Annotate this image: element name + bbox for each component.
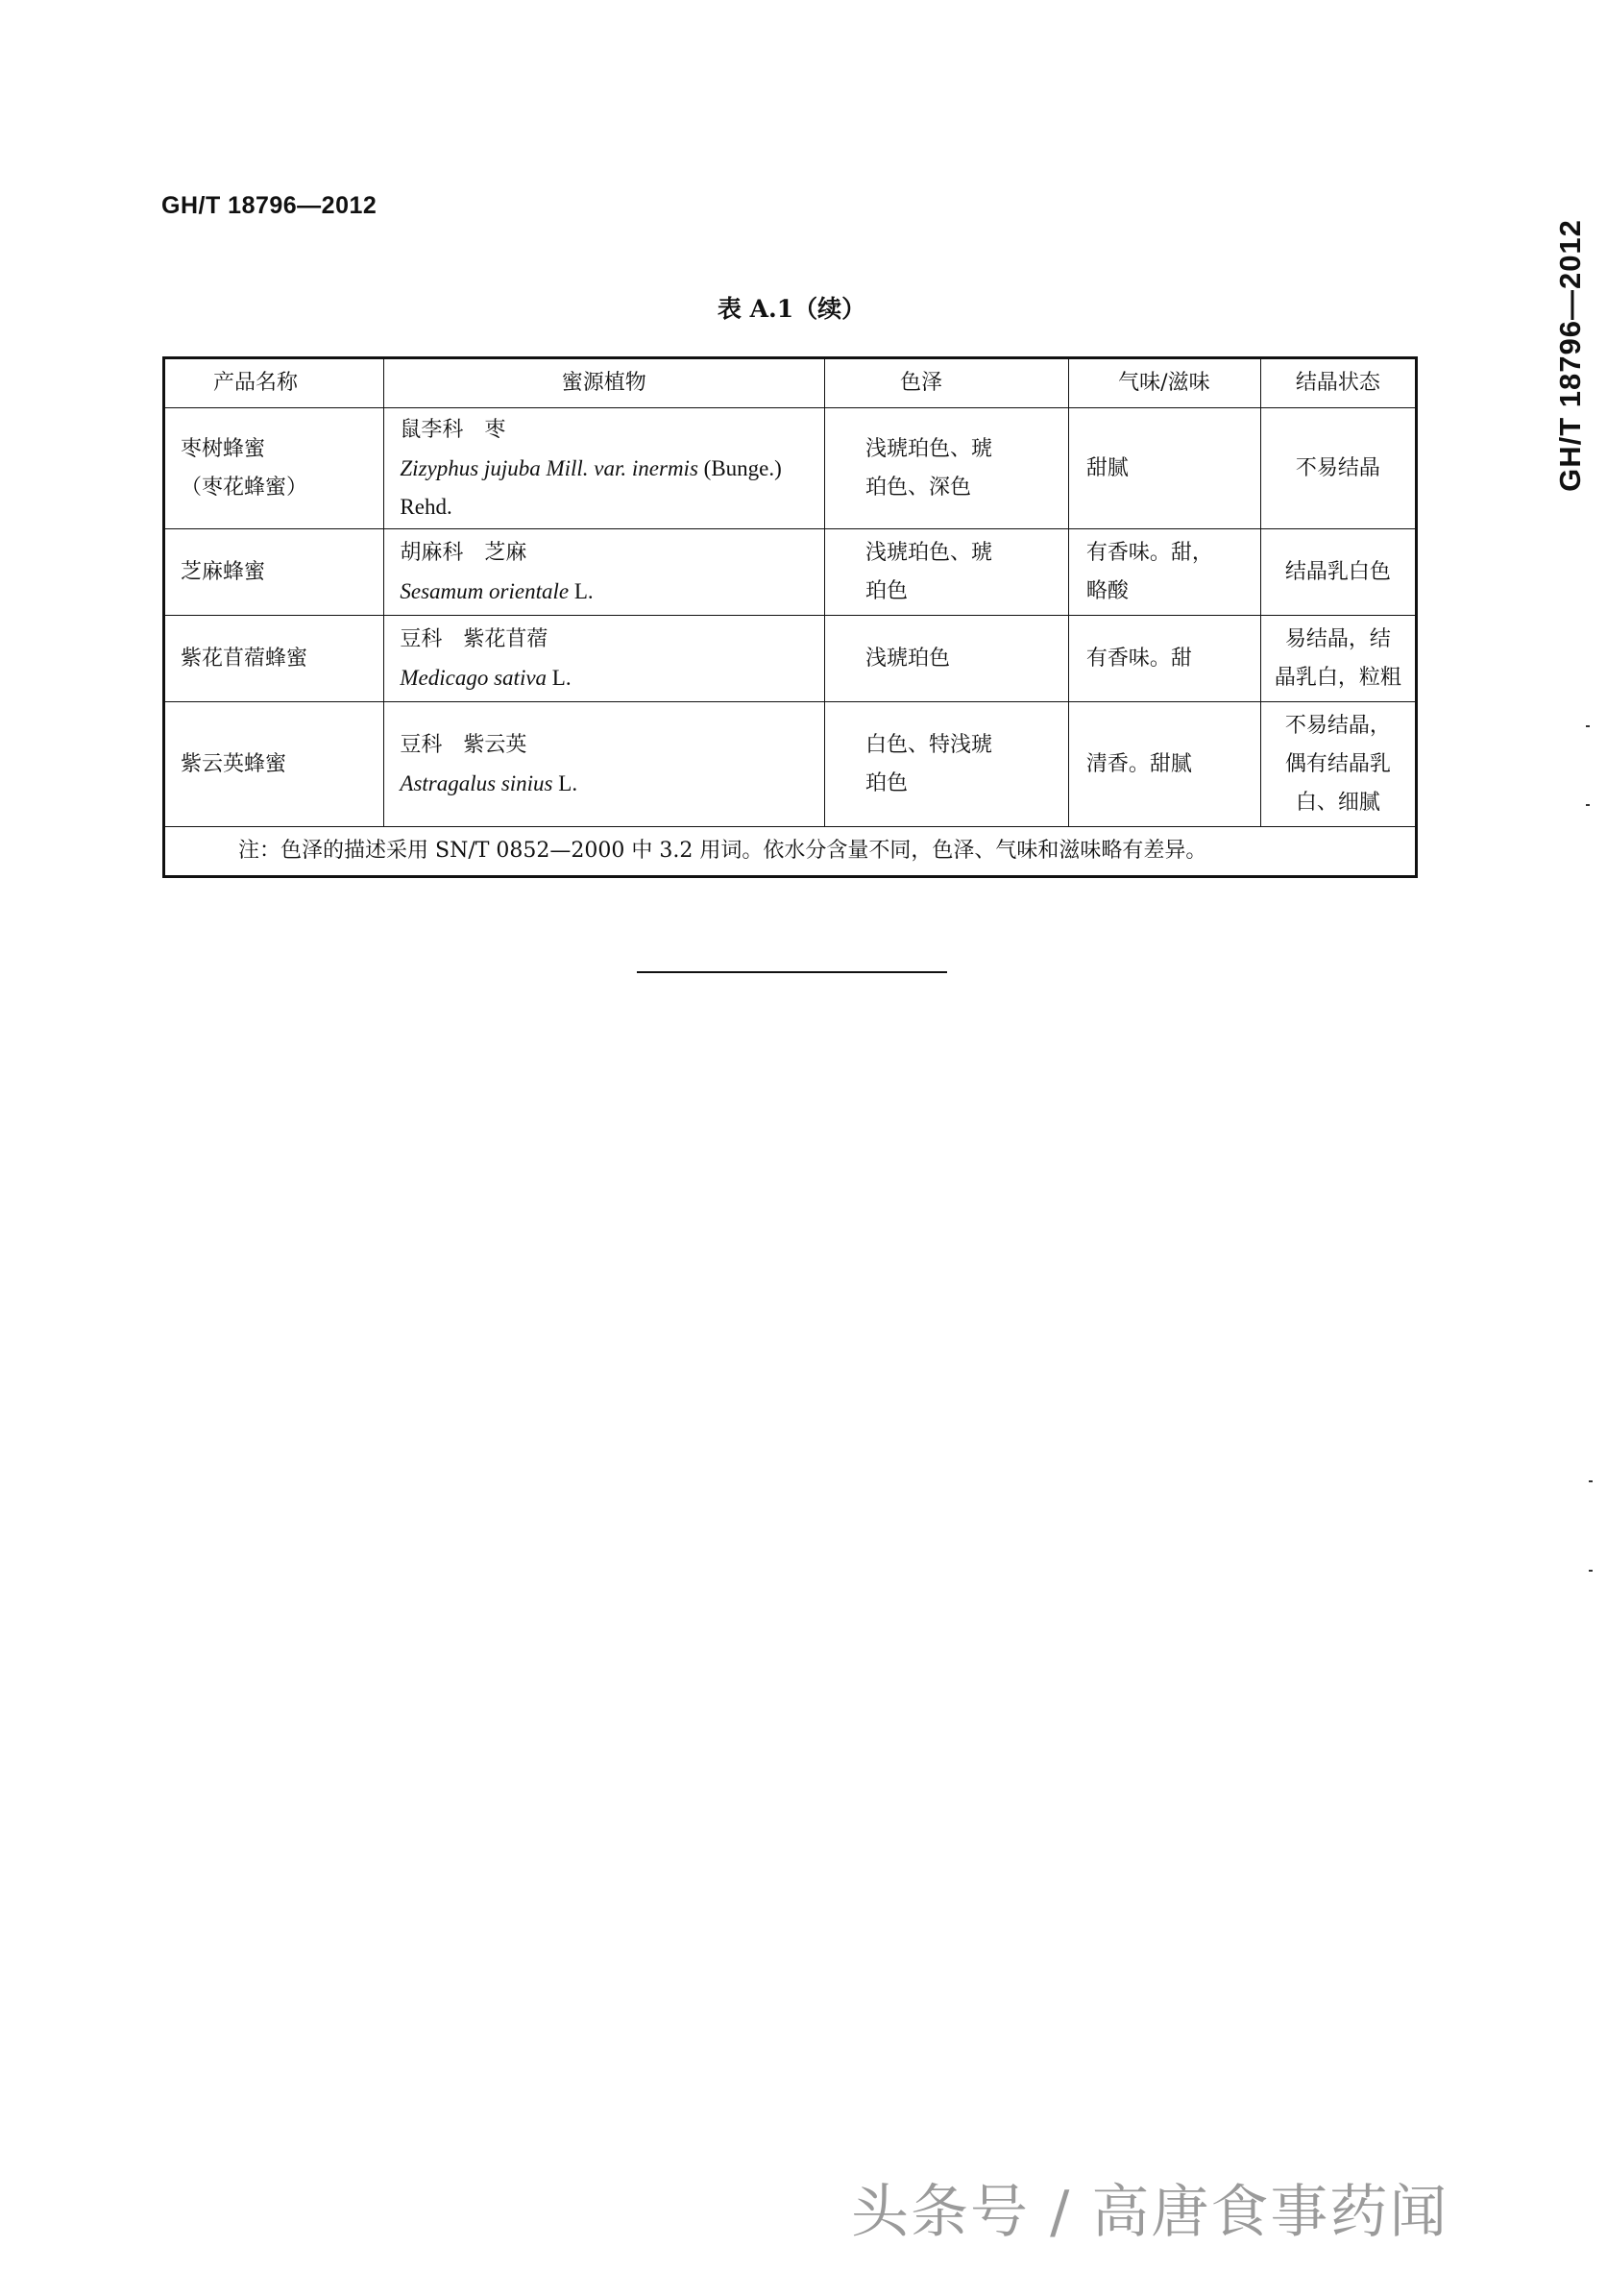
color-cell-line: 珀色 bbox=[865, 770, 909, 795]
plant-latin-genus-species: Medicago sativa bbox=[400, 665, 548, 690]
margin-mark bbox=[1589, 1570, 1593, 1572]
color-cell-line: 浅琥珀色 bbox=[865, 646, 951, 671]
color-cell bbox=[825, 702, 1069, 827]
smell-taste-cell bbox=[1068, 408, 1260, 529]
color-cell-line: 白色、特浅琥 bbox=[865, 732, 993, 757]
plant-family: 豆科 紫花苜蓿 bbox=[400, 626, 548, 651]
plant-latin-author: (Bunge.) bbox=[697, 455, 782, 480]
product-name-cell bbox=[164, 408, 384, 529]
column-header-product-name: 产品名称 bbox=[164, 358, 384, 408]
color-cell-line: 珀色、深色 bbox=[865, 475, 972, 500]
product-name-cell-line: 枣树蜂蜜 bbox=[181, 436, 266, 461]
crystallization-cell-line: 结晶乳白色 bbox=[1284, 559, 1391, 584]
crystallization-cell bbox=[1260, 408, 1416, 529]
column-header-crystallization: 结晶状态 bbox=[1260, 358, 1416, 408]
table-row bbox=[164, 702, 1417, 827]
product-name-cell-line: 紫花苜蓿蜂蜜 bbox=[181, 646, 308, 671]
color-cell-line: 珀色 bbox=[865, 578, 909, 603]
crystallization-cell-line: 不易结晶 bbox=[1295, 455, 1380, 480]
plant-latin-genus-species: Zizyphus jujuba Mill. var. inermis bbox=[400, 455, 698, 480]
product-name-cell bbox=[164, 702, 384, 827]
table-header-row bbox=[164, 358, 1417, 408]
product-name-cell-line: （枣花蜂蜜） bbox=[181, 475, 308, 500]
plant-latin-author-continued: Rehd. bbox=[400, 494, 452, 519]
plant-latin-name bbox=[400, 765, 823, 803]
margin-mark bbox=[1586, 804, 1590, 806]
color-cell bbox=[825, 616, 1069, 702]
watermark: 头条号 / 高唐食事药闻 bbox=[851, 2179, 1449, 2246]
nectar-plant-cell bbox=[384, 702, 825, 827]
margin-mark bbox=[1586, 725, 1590, 727]
color-cell-line: 浅琥珀色、琥 bbox=[865, 540, 993, 565]
end-of-standard-rule bbox=[637, 971, 947, 973]
nectar-plant-cell bbox=[384, 408, 825, 529]
plant-family: 豆科 紫云英 bbox=[400, 732, 527, 757]
plant-latin-genus-species: Sesamum orientale bbox=[400, 578, 570, 603]
smell-taste-cell bbox=[1068, 529, 1260, 616]
smell-taste-cell-line: 清香。甜腻 bbox=[1085, 751, 1192, 776]
smell-taste-cell bbox=[1068, 702, 1260, 827]
plant-latin-name bbox=[400, 659, 823, 697]
plant-latin-author: L. bbox=[547, 665, 572, 690]
honey-characteristics-table bbox=[162, 356, 1418, 878]
product-name-cell bbox=[164, 529, 384, 616]
plant-family: 鼠李科 枣 bbox=[400, 417, 506, 442]
table-row bbox=[164, 408, 1417, 529]
color-cell bbox=[825, 408, 1069, 529]
nectar-plant-cell bbox=[384, 529, 825, 616]
plant-latin-genus-species: Astragalus sinius bbox=[400, 770, 553, 795]
crystallization-cell bbox=[1260, 529, 1416, 616]
column-header-smell-taste: 气味/滋味 bbox=[1068, 358, 1260, 408]
crystallization-cell-line: 白、细腻 bbox=[1295, 790, 1380, 815]
color-cell bbox=[825, 529, 1069, 616]
table-row bbox=[164, 529, 1417, 616]
product-name-cell-line: 紫云英蜂蜜 bbox=[181, 751, 287, 776]
nectar-plant-cell bbox=[384, 616, 825, 702]
table-row bbox=[164, 616, 1417, 702]
crystallization-cell bbox=[1260, 702, 1416, 827]
smell-taste-cell-line: 略酸 bbox=[1085, 578, 1129, 603]
smell-taste-cell bbox=[1068, 616, 1260, 702]
column-header-nectar-plant: 蜜源植物 bbox=[384, 358, 825, 408]
smell-taste-cell-line: 有香味。甜 bbox=[1085, 646, 1192, 671]
table-note-row bbox=[164, 827, 1417, 877]
crystallization-cell-line: 不易结晶， bbox=[1284, 713, 1391, 738]
plant-latin-author: L. bbox=[569, 578, 594, 603]
smell-taste-cell-line: 甜腻 bbox=[1085, 455, 1129, 480]
crystallization-cell-line: 易结晶，结 bbox=[1284, 626, 1391, 651]
plant-latin-name bbox=[400, 450, 823, 488]
table-title: 表 A.1（续） bbox=[717, 295, 866, 323]
plant-family: 胡麻科 芝麻 bbox=[400, 540, 527, 565]
column-header-color: 色泽 bbox=[825, 358, 1069, 408]
crystallization-cell-line: 偶有结晶乳 bbox=[1284, 751, 1391, 776]
crystallization-cell-line: 晶乳白，粒粗 bbox=[1274, 665, 1401, 690]
crystallization-cell bbox=[1260, 616, 1416, 702]
standard-code-header: GH/T 18796—2012 bbox=[161, 192, 377, 219]
plant-latin-author: L. bbox=[552, 770, 578, 795]
table-note: 注：色泽的描述采用 SN/T 0852—2000 中 3.2 用词。依水分含量不同，色泽、气味和滋味略有差异。 bbox=[164, 827, 1417, 877]
standard-code-side-header: GH/T 18796—2012 bbox=[1553, 219, 1587, 492]
margin-mark bbox=[1589, 1480, 1593, 1482]
product-name-cell-line: 芝麻蜂蜜 bbox=[181, 559, 266, 584]
color-cell-line: 浅琥珀色、琥 bbox=[865, 436, 993, 461]
smell-taste-cell-line: 有香味。甜， bbox=[1085, 540, 1213, 565]
plant-latin-name bbox=[400, 573, 823, 611]
product-name-cell bbox=[164, 616, 384, 702]
